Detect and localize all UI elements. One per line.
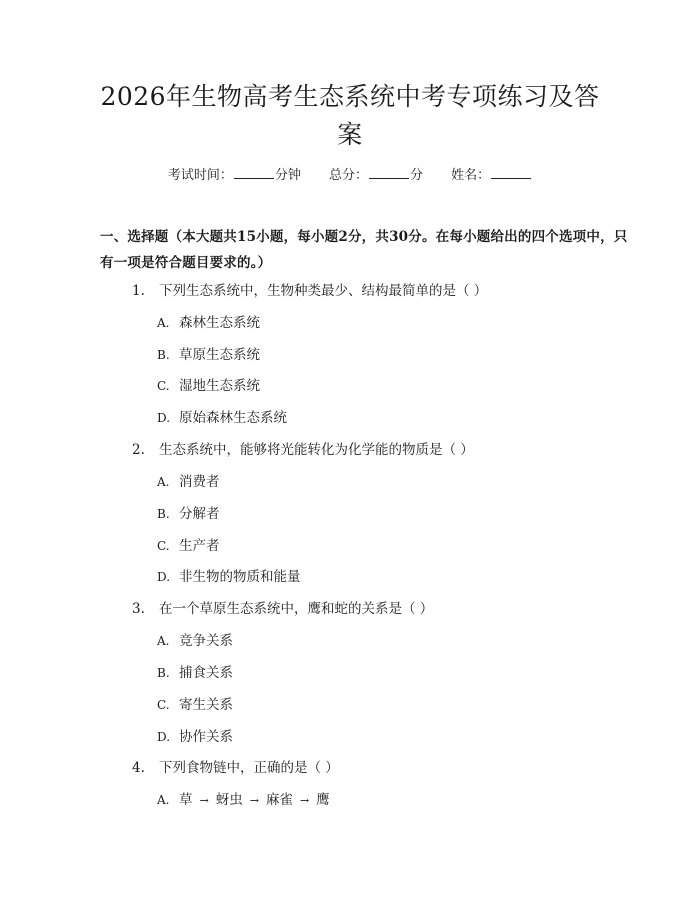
option-3c: [157, 695, 607, 715]
option-letter: D.: [157, 411, 171, 425]
question-number: 2.: [132, 442, 145, 458]
option-text: 竞争关系: [179, 633, 233, 649]
question-text: 下列生态系统中，生物种类最少、结构最简单的是（ ）: [159, 283, 488, 299]
name-blank: [491, 166, 531, 179]
question-number: 1.: [132, 283, 145, 299]
option-letter: A.: [157, 793, 170, 807]
option-3b: [157, 663, 607, 683]
option-letter: A.: [157, 316, 170, 330]
option-letter: C.: [157, 698, 170, 712]
arrow-right-icon: →: [199, 794, 209, 807]
option-letter: A.: [157, 475, 170, 489]
chain-item: 草: [179, 792, 193, 808]
option-text: 协作关系: [179, 729, 233, 745]
option-text: 森林生态系统: [179, 315, 260, 331]
time-label: 考试时间：: [167, 168, 233, 183]
question-4: [132, 758, 612, 778]
exam-meta: [0, 166, 700, 186]
option-text: 湿地生态系统: [179, 378, 260, 394]
score-blank: [369, 166, 409, 179]
option-3a: [157, 631, 607, 651]
option-text: 非生物的物质和能量: [179, 569, 301, 585]
score-label: 总分：: [328, 168, 368, 183]
name-field: [451, 166, 532, 186]
score-unit: 分: [410, 168, 424, 183]
chain-item: 鹰: [316, 792, 330, 808]
arrow-right-icon: →: [249, 794, 259, 807]
option-letter: C.: [157, 379, 170, 393]
option-text: 原始森林生态系统: [179, 410, 287, 426]
option-2a: [157, 472, 607, 492]
name-label: 姓名：: [451, 168, 491, 183]
option-2d: [157, 567, 607, 587]
option-1b: [157, 345, 607, 365]
option-2c: [157, 536, 607, 556]
option-letter: B.: [157, 348, 170, 362]
option-3d: [157, 727, 607, 747]
question-text: 生态系统中，能够将光能转化为化学能的物质是（ ）: [159, 442, 474, 458]
option-text: 捕食关系: [179, 665, 233, 681]
score-field: [329, 166, 423, 186]
option-text: 分解者: [179, 506, 220, 522]
option-letter: B.: [157, 507, 170, 521]
page-title: 2026年生物高考生态系统中考专项练习及答案: [100, 82, 600, 149]
option-text: 草原生态系统: [179, 347, 260, 363]
question-text: 在一个草原生态系统中，鹰和蛇的关系是（ ）: [159, 601, 434, 617]
option-letter: D.: [157, 730, 171, 744]
question-number: 4.: [132, 760, 145, 776]
section-heading: 一、选择题（本大题共15小题，每小题2分，共30分。在每小题给出的四个选项中，只有一项是符合题目要求的。）: [100, 229, 628, 271]
option-1c: [157, 376, 607, 396]
option-1a: [157, 313, 607, 333]
option-letter: B.: [157, 666, 170, 680]
option-letter: A.: [157, 634, 170, 648]
chain-item: 蚜虫: [215, 792, 243, 808]
option-text: 寄生关系: [179, 697, 233, 713]
option-text: 消费者: [179, 474, 220, 490]
option-4a: [157, 790, 607, 811]
option-2b: [157, 504, 607, 524]
option-text: 生产者: [179, 538, 220, 554]
question-1: [132, 281, 612, 301]
option-letter: C.: [157, 539, 170, 553]
option-1d: [157, 408, 607, 428]
chain-item: 麻雀: [265, 792, 293, 808]
time-unit: 分钟: [274, 168, 301, 183]
question-text: 下列食物链中，正确的是（ ）: [159, 760, 339, 776]
question-2: [132, 440, 612, 460]
question-3: [132, 599, 612, 619]
arrow-right-icon: →: [299, 794, 310, 807]
time-field: [168, 166, 301, 186]
option-letter: D.: [157, 570, 171, 584]
question-number: 3.: [132, 601, 145, 617]
time-blank: [234, 166, 274, 179]
